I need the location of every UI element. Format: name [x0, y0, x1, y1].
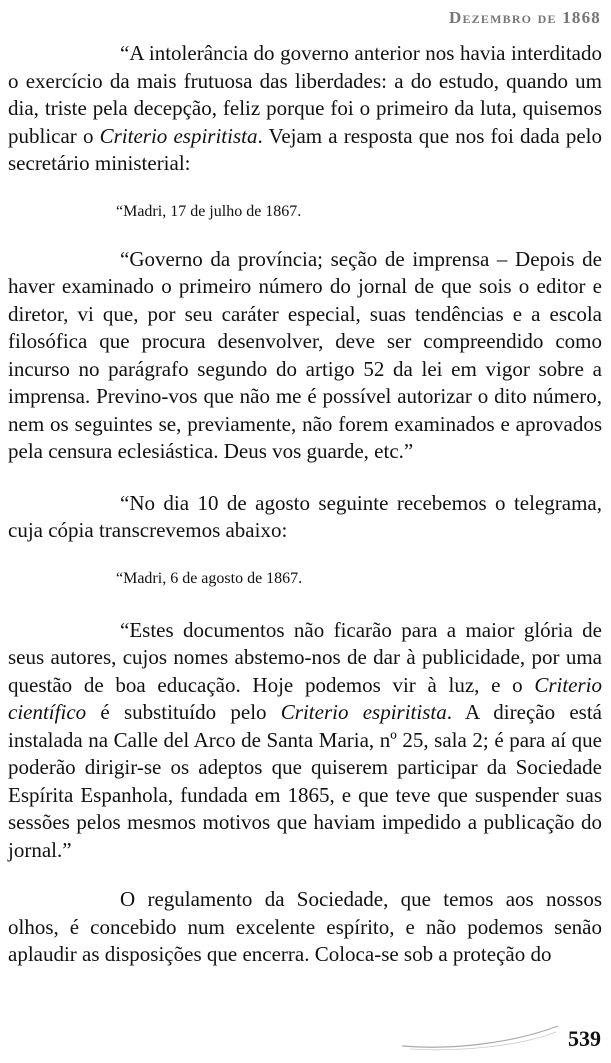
text-span: . A direção está instalada na Calle del Arco de Santa Maria, nº 25, sala 2; é para aí que poderão dirigir-se os adeptos que quiserem participar da Sociedade Espírita Espanhola, fundada em 1865, e que teve que suspender suas sessões pelos mesmos motivos que haviam impedido a publicação do jornal.” — [8, 700, 602, 862]
text-span: “Estes documentos não ficarão para a maior glória de seus autores, cujos nomes abstemo-nos de dar à publicidade, por uma questão de boa educação. Hoje podemos vir à luz, e o — [8, 617, 602, 697]
page-number: 539 — [568, 1026, 601, 1051]
paragraph-government-letter: “Governo da província; seção de imprensa – Depois de haver examinado o primeiro número do jornal de que sois o editor e diretor, vi que, por seu caráter especial, suas tendências e a escola filosófica que procura desenvolver, deve ser compreendido como incurso no parágrafo segundo do artigo 52 da lei em vigor sobre a imprensa. Previno-vos que não me é possível autorizar o dito número, nem os seguintes se, previamente, não forem examinados e aprovados pela censura eclesiástica. Deus vos guarde, etc.” — [8, 246, 602, 463]
italic-title: Criterio científico — [8, 672, 602, 724]
text-span: “A intolerância do governo anterior nos havia interditado o exercício da mais frutuosa das liberdades: a do estudo, quando um dia, triste pela decepção, feliz porque foi o primeiro da luta, quisemos publicar o — [8, 41, 602, 148]
paragraph-quote-intro — [8, 40, 602, 178]
text-span: é substituído pelo — [86, 700, 281, 724]
dateline-2: “Madri, 6 de agosto de 1867. — [116, 569, 303, 587]
page-body — [8, 40, 602, 969]
dateline-1: “Madri, 17 de julho de 1867. — [116, 202, 302, 220]
paragraph-telegram: “No dia 10 de agosto seguinte recebemos o telegrama, cuja cópia transcrevemos abaixo: — [8, 490, 602, 542]
paragraph-documents — [8, 617, 602, 865]
italic-title: Criterio espiritista — [99, 123, 258, 148]
running-header: Dezembro de 1868 — [449, 8, 601, 27]
text-span: . Vejam a resposta que nos foi dada pelo secretário ministerial: — [8, 123, 602, 175]
decorative-swash-icon — [400, 1022, 560, 1052]
italic-title: Criterio espiritista — [280, 700, 447, 724]
paragraph-regulation: O regulamento da Sociedade, que temos aos nossos olhos, é concebido num excelente espírito, e não podemos senão aplaudir as disposições que encerra. Coloca-se sob a proteção do — [8, 887, 602, 966]
